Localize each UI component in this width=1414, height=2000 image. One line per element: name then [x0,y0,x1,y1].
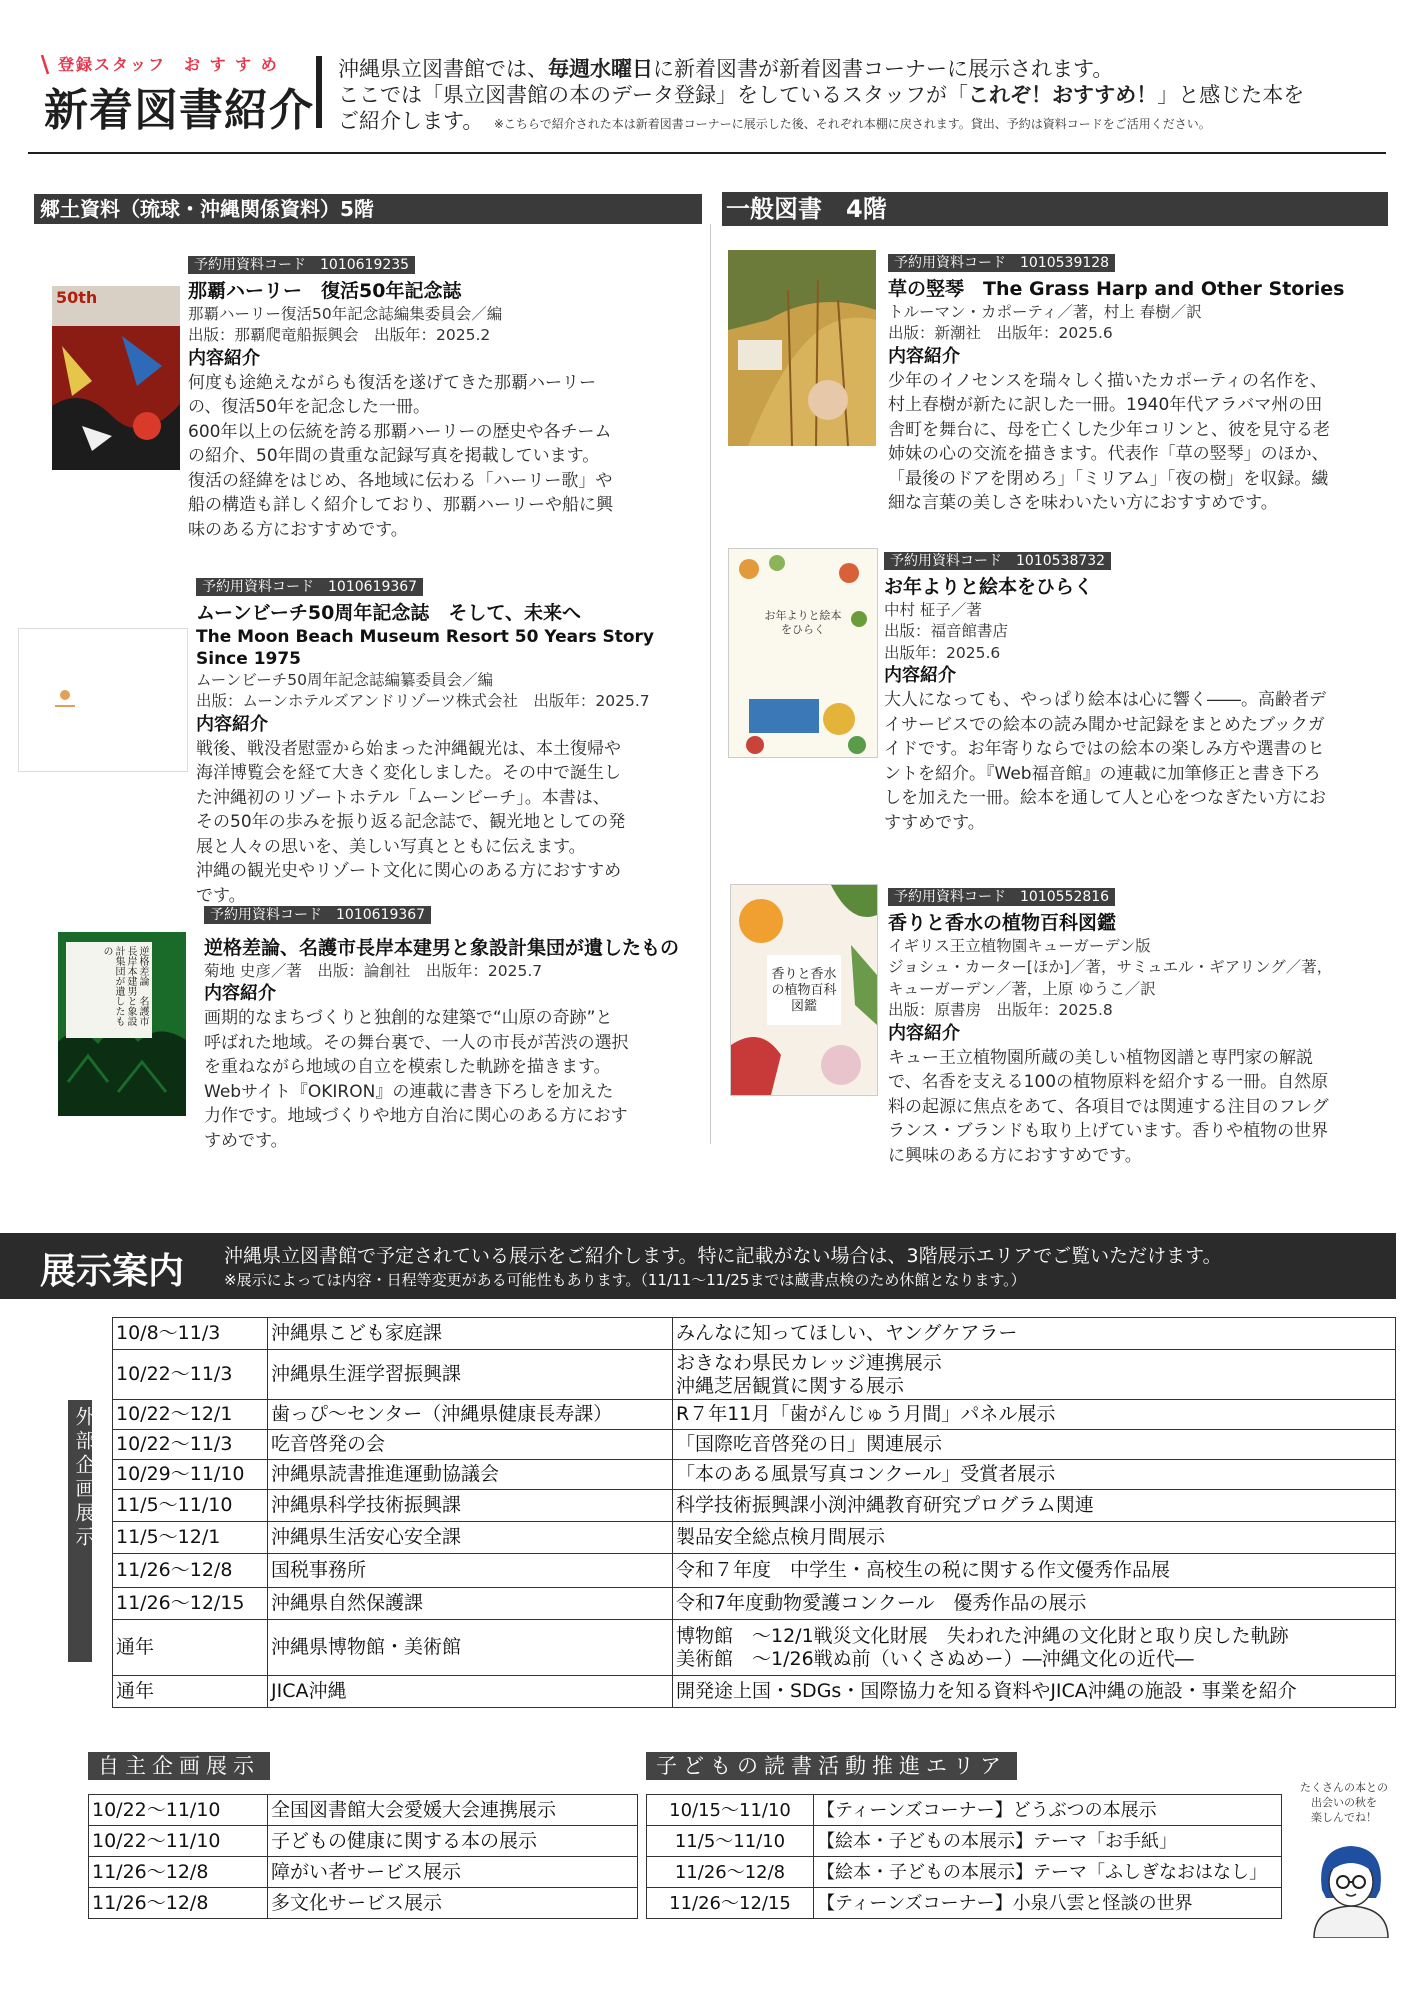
book-title: 那覇ハーリー 復活50年記念誌 [188,279,462,302]
cover-title-label: 香りと香水の植物百科図鑑 [767,955,841,1025]
book-description: 少年のイノセンスを瑞々しく描いたカポーティの名作を、 村上春樹が新たに訳した一冊。1940年代アラバマ州の田 舎町を舞台に、母を亡くした少年コリンと、彼を見守る老 姉妹の心の交流を描きます。代表作「草の竪琴」のほか、 「最後のドアを閉めろ」「ミリアム」「夜の樹」を収録。繊 細な言葉の美しさを味わいたい方におすすめです。 [888,370,1330,513]
external-exhibit-row [113,1588,1396,1620]
external-exhibit-row [113,1522,1396,1554]
external-exhibit-row [113,1430,1396,1460]
staff-avatar-icon [1306,1838,1396,1938]
self-exhibit-row-cell: 障がい者サービス展示 [268,1857,638,1888]
book-publisher: 出版：那覇爬竜船振興会 出版年：2025.2 [188,326,491,344]
desc-heading: 内容紹介 [888,1022,960,1044]
external-exhibit-row [113,1676,1396,1708]
external-exhibit-row-cell: おきなわ県民カレッジ連携展示 沖縄芝居観賞に関する展示 [673,1350,1396,1400]
kids-area-table [646,1794,1282,1919]
kids-area-row-cell: 11/26～12/15 [647,1888,814,1919]
external-exhibit-row-cell: 11/26～12/15 [113,1588,268,1620]
self-exhibit-row-cell: 全国図書館大会愛媛大会連携展示 [268,1795,638,1826]
book-cover-otoshiyori [728,548,878,758]
kids-area-row-cell: 11/5～11/10 [647,1826,814,1857]
book-code: 予約用資料コード 1010619367 [204,906,431,924]
external-exhibit-row-cell: 製品安全総点検月間展示 [673,1522,1396,1554]
book-description: 戦後、戦没者慰霊から始まった沖縄観光は、本土復帰や 海洋博覧会を経て大きく変化しました。その中で誕生し た沖縄初のリゾートホテル「ムーンビーチ」。本書は、 その50年の歩みを振り返る記念誌で、観光地としての発 展と人々の思いを、美しい写真とともに伝えます。 沖縄の観光史やリゾート文化に関心のある方におすすめ です。 [196,738,626,906]
self-exhibit-row-cell: 10/22～11/10 [89,1795,268,1826]
desc-heading: 内容紹介 [884,665,956,686]
header-rule [28,152,1386,154]
book-cover-naha-harii [52,286,180,470]
kids-area-row [647,1826,1282,1857]
kids-area-row-cell: 【ティーンズコーナー】小泉八雲と怪談の世界 [814,1888,1282,1919]
external-exhibit-row-cell: 沖縄県自然保護課 [268,1588,673,1620]
external-exhibit-row-cell: 開発途上国・SDGs・国際協力を知る資料やJICA沖縄の施設・事業を紹介 [673,1676,1396,1708]
external-exhibit-row-cell: 通年 [113,1620,268,1676]
self-exhibit-row-cell: 子どもの健康に関する本の展示 [268,1826,638,1857]
external-exhibit-row [113,1460,1396,1490]
book-description: 大人になっても、やっぱり絵本は心に響く――。高齢者デ イサービスでの絵本の読み聞かせ記録をまとめたブックガ イドです。お年寄りならではの絵本の楽しみ方や選書のヒ ントを紹介。『Web福音館』の連載に加筆修正と書き下ろ しを加えた一冊。絵本を通して人と心をつなぎたい方にお すすめです。 [884,690,1326,833]
external-exhibit-row [113,1554,1396,1588]
kids-area-row-cell: 10/15～11/10 [647,1795,814,1826]
book-description: 画期的なまちづくりと独創的な建築で“山原の奇跡”と 呼ばれた地域。その舞台裏で、一人の市長が苦渋の選択 を重ねながら地域の自立を模索した軌跡を描きます。 Webサイト『OKIRON』の連載に書き下ろしを加えた 力作です。地域づくりや地方自治に関心のある方におす すめです。 [204,1008,629,1151]
external-exhibit-row-cell: 10/22～11/3 [113,1430,268,1460]
speech-bubble-text: たくさんの本との 出会いの秋を 楽しんでね！ [1300,1781,1388,1824]
external-exhibit-row-cell: みんなに知ってほしい、ヤングケアラー [673,1318,1396,1350]
book-author: イギリス王立植物園キューガーデン版 [888,936,1151,955]
book-publisher: 出版：原書房 出版年：2025.8 [888,1001,1113,1019]
external-exhibit-row-cell: R７年11月「歯がんじゅう月間」パネル展示 [673,1400,1396,1430]
book-author: 那覇ハーリー復活50年記念誌編集委員会／編 [188,304,503,323]
external-exhibit-row [113,1620,1396,1676]
book-item-grass-harp [888,250,1400,516]
external-exhibit-row-cell: 「本のある風景写真コンクール」受賞者展示 [673,1460,1396,1490]
self-exhibit-title: 自主企画展示 [88,1752,270,1780]
external-exhibit-row [113,1400,1396,1430]
external-exhibit-row-cell: 10/8～11/3 [113,1318,268,1350]
header-note: ※こちらで紹介された本は新着図書コーナーに展示した後、それぞれ本棚に戻されます。貸出、予約は資料コードをご活用ください。 [493,117,1211,131]
kids-area-row-cell: 【絵本・子どもの本展示】テーマ「ふしぎなおはなし」 [814,1857,1282,1888]
book-publisher: 出版：ムーンホテルズアンドリゾーツ株式会社 出版年：2025.7 [196,692,650,710]
desc-heading: 内容紹介 [196,713,268,735]
self-exhibit-table [88,1794,638,1919]
book-description: 何度も途絶えながらも復活を遂げてきた那覇ハーリー の、復活50年を記念した一冊。 600年以上の伝統を誇る那覇ハーリーの歴史や各チーム の紹介、50年間の貴重な記録写真を掲載しています。 復活の経緯をはじめ、各地域に伝わる「ハーリー歌」や 船の構造も詳しく紹介しており、那覇ハーリーや船に興 味のある方におすすめです。 [188,372,613,540]
book-title: 香りと香水の植物百科図鑑 [888,911,1117,934]
book-pub-year: 出版年：2025.6 [884,643,1001,662]
external-exhibit-row-cell: 令和７年度 中学生・高校生の税に関する作文優秀作品展 [673,1554,1396,1588]
external-exhibit-row [113,1490,1396,1522]
desc-heading: 内容紹介 [204,983,276,1004]
book-publisher: 菊地 史彦／著 出版：論創社 出版年：2025.7 [204,961,543,980]
external-exhibit-row-cell: 10/22～12/1 [113,1400,268,1430]
book-subtitle: The Moon Beach Museum Resort 50 Years Story Since 1975 [196,626,655,669]
book-item-gyakukakusa [204,902,704,1153]
self-exhibit-row-cell: 10/22～11/10 [89,1826,268,1857]
external-exhibit-row-cell: 沖縄県科学技術振興課 [268,1490,673,1522]
external-exhibit-row-cell: 沖縄県博物館・美術館 [268,1620,673,1676]
external-exhibit-row-cell: 「国際吃音啓発の日」関連展示 [673,1430,1396,1460]
external-exhibit-row-cell: JICA沖縄 [268,1676,673,1708]
column-divider [710,224,711,1144]
kids-area-row [647,1857,1282,1888]
book-author: キューガーデン／著，上原 ゆうこ／訳 [888,979,1156,998]
exhibition-note: ※展示によっては内容・日程等変更がある可能性もあります。（11/11～11/25までは蔵書点検のため休館となります。） [224,1271,1026,1289]
book-publisher: 出版：新潮社 出版年：2025.6 [888,324,1113,342]
external-exhibit-row-cell: 11/26～12/8 [113,1554,268,1588]
exhibition-lead: 沖縄県立図書館で予定されている展示をご紹介します。特に記載がない場合は、3階展示エリアでご覧いただけます。 [224,1245,1222,1267]
kids-area-row [647,1795,1282,1826]
external-exhibit-row-cell: 通年 [113,1676,268,1708]
self-exhibit-row-cell: 11/26～12/8 [89,1888,268,1919]
external-exhibit-row-cell: 10/29～11/10 [113,1460,268,1490]
self-exhibit-row [89,1888,638,1919]
book-title: お年よりと絵本をひらく [884,575,1094,598]
book-title: 逆格差論、名護市長岸本建男と象設計集団が遺したもの [204,936,680,959]
book-cover-gyakukakusa [58,932,186,1116]
book-item-naha-harii [188,252,698,542]
external-exhibit-row-cell: 沖縄県生涯学習振興課 [268,1350,673,1400]
kids-area-row-cell: 【ティーンズコーナー】どうぶつの本展示 [814,1795,1282,1826]
book-code: 予約用資料コード 1010619235 [188,256,415,274]
external-exhibit-table [112,1317,1396,1708]
book-item-moon-beach [196,574,706,908]
book-author: 中村 柾子／著 [884,600,982,619]
external-exhibit-row-cell: 博物館 ～12/1戦災文化財展 失われた沖縄の文化財と取り戻した軌跡 美術館 ～1/26戦ぬ前（いくさぬめー）―沖縄文化の近代― [673,1620,1396,1676]
book-cover-kaori [730,884,878,1096]
book-code: 予約用資料コード 1010538732 [884,552,1111,570]
section-general-books: 一般図書 4階 [722,192,1388,226]
external-exhibit-row-cell: 10/22～11/3 [113,1350,268,1400]
external-exhibit-row-cell: 歯っぴ～センター（沖縄県健康長寿課） [268,1400,673,1430]
section-local-materials: 郷土資料（琉球・沖縄関係資料）5階 [34,194,702,224]
self-exhibit-row [89,1857,638,1888]
external-exhibit-label: 外部企画展示 [68,1400,92,1662]
cover-50th-text: 50th [56,288,98,307]
self-exhibit-row-cell: 11/26～12/8 [89,1857,268,1888]
book-author: ムーンビーチ50周年記念誌編纂委員会／編 [196,670,494,689]
book-author: ジョシュ・カーター[ほか]／著，サミュエル・ギアリング／著， [888,958,1333,976]
external-exhibit-row-cell: 11/5～12/1 [113,1522,268,1554]
kids-area-row-cell: 11/26～12/8 [647,1857,814,1888]
self-exhibit-row [89,1795,638,1826]
book-item-kaori [888,884,1400,1168]
book-publisher: 出版：福音館書店 [884,622,1009,640]
book-author: トルーマン・カポーティ／著，村上 春樹／訳 [888,302,1202,321]
external-exhibit-row-cell: 11/5～11/10 [113,1490,268,1522]
header-divider [316,56,322,128]
external-exhibit-row-cell: 沖縄県生活安心安全課 [268,1522,673,1554]
external-exhibit-row-cell: 吃音啓発の会 [268,1430,673,1460]
cover-title-label: 逆格差論 名護市長岸本建男と象設計集団が遺したもの [66,942,152,1038]
book-cover-grass-harp [728,250,876,446]
external-exhibit-row-cell: 令和7年度動物愛護コンクール 優秀作品の展示 [673,1588,1396,1620]
book-code: 予約用資料コード 1010539128 [888,254,1115,272]
external-exhibit-row-cell: 沖縄県読書推進運動協議会 [268,1460,673,1490]
staff-recommend-label: 登録スタッフ お す す め [58,55,279,74]
self-exhibit-row-cell: 多文化サービス展示 [268,1888,638,1919]
book-title: 草の竪琴 The Grass Harp and Other Stories [888,277,1345,300]
exhibition-title: 展示案内 [40,1251,185,1292]
external-exhibit-row-cell: 国税事務所 [268,1554,673,1588]
book-title: ムーンビーチ50周年記念誌 そして、未来へ [196,601,581,624]
cover-title-label: お年よりと絵本をひらく [764,609,842,636]
slash-mark-icon [40,54,50,76]
header-intro: 沖縄県立図書館では、毎週水曜日に新着図書が新着図書コーナーに展示されます。 ここでは「県立図書館の本のデータ登録」をしているスタッフが「これぞ！おすすめ！」と感じた本を ご紹介します。 ※こちらで紹介された本は新着図書コーナーに展示した後、それぞれ本棚に戻されます。貸出、予約は資料コードをご活用ください。 [338,57,1305,133]
desc-heading: 内容紹介 [888,345,960,367]
book-code: 予約用資料コード 1010619367 [196,578,423,596]
self-exhibit-row [89,1826,638,1857]
book-code: 予約用資料コード 1010552816 [888,888,1115,906]
kids-area-row-cell: 【絵本・子どもの本展示】テーマ「お手紙」 [814,1826,1282,1857]
external-exhibit-row [113,1318,1396,1350]
desc-heading: 内容紹介 [188,347,260,369]
kids-area-title: 子どもの読書活動推進エリア [646,1752,1017,1780]
kids-area-row [647,1888,1282,1919]
external-exhibit-row [113,1350,1396,1400]
book-item-otoshiyori [884,548,1400,835]
external-exhibit-row-cell: 沖縄県こども家庭課 [268,1318,673,1350]
book-description: キュー王立植物園所蔵の美しい植物図譜と専門家の解説 で、名香を支える100の植物原料を紹介する一冊。自然原 料の起源に焦点をあて、各項目では関連する注目のフレグ ランス・ブランドも取り上げています。香りや植物の世界 に興味のある方におすすめです。 [888,1047,1329,1166]
external-exhibit-row-cell: 科学技術振興課小渕沖縄教育研究プログラム関連 [673,1490,1396,1522]
page-title: 新着図書紹介 [44,85,314,136]
book-cover-moon-beach [18,628,188,772]
